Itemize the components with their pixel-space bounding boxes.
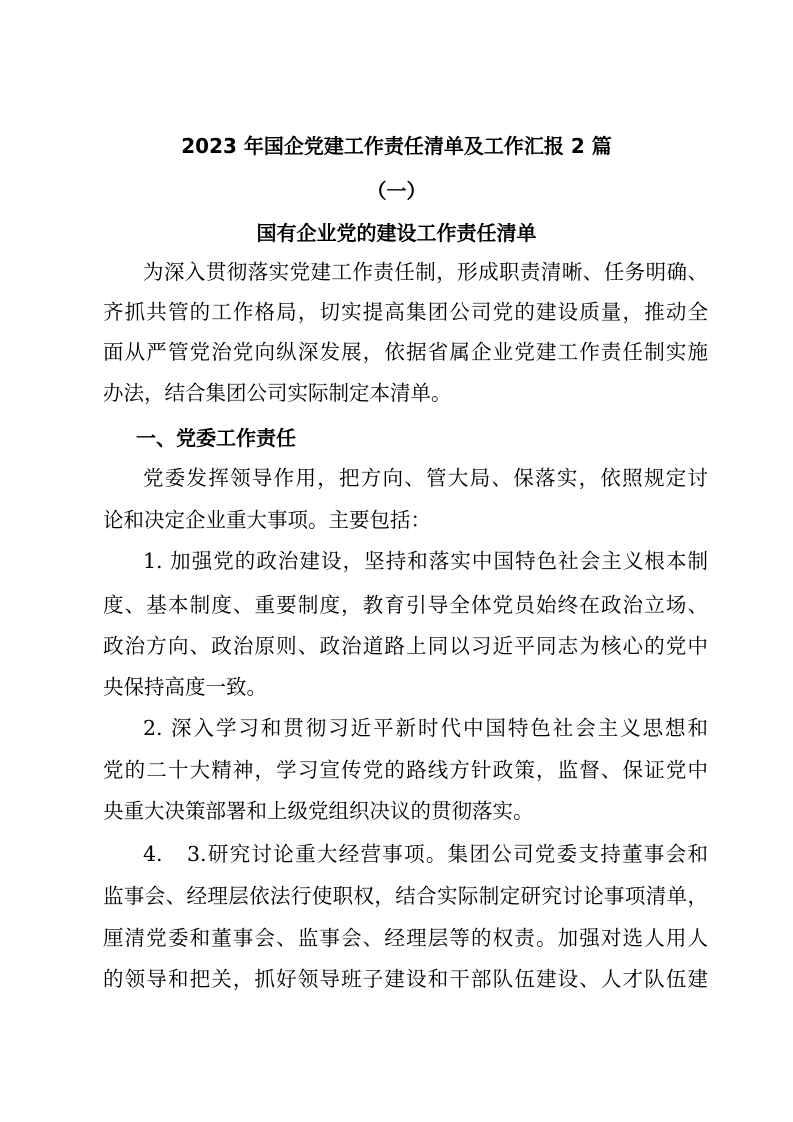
intro-line: 面从严管党治党向纵深发展，依据省属企业党建工作责任制实施: [103, 340, 708, 364]
intro-line: 为深入贯彻落实党建工作责任制，形成职责清晰、任务明确、: [143, 260, 708, 284]
part-label: （一）: [366, 179, 427, 203]
item-line: 央重大决策部署和上级党组织决议的贯彻落实。: [103, 799, 534, 823]
intro-line: 齐抓共管的工作格局，切实提高集团公司党的建设质量，推动全: [103, 300, 708, 324]
document-subtitle: 国有企业党的建设工作责任清单: [256, 221, 537, 245]
document-title: 2023 年国企党建工作责任清单及工作汇报 2 篇: [181, 134, 612, 158]
section-intro-line: 论和决定企业重大事项。主要包括：: [103, 508, 431, 532]
item-line: 央保持高度一致。: [103, 675, 267, 699]
item-line: 的领导和把关，抓好领导班子建设和干部队伍建设、人才队伍建: [103, 967, 708, 991]
item-line: 度、基本制度、重要制度，教育引导全体党员始终在政治立场、: [103, 593, 708, 617]
item-first-line: [143, 840, 708, 868]
item-line: 2. 深入学习和贯彻习近平新时代中国特色社会主义思想和: [143, 716, 708, 740]
list-number: 4.: [143, 842, 163, 866]
section-intro-line: 党委发挥领导作用，把方向、管大局、保落实，依照规定讨: [143, 466, 708, 490]
intro-line: 办法，结合集团公司实际制定本清单。: [103, 381, 452, 405]
section-heading: 一、党委工作责任: [136, 426, 296, 450]
item-line: 1. 加强党的政治建设，坚持和落实中国特色社会主义根本制: [143, 549, 708, 573]
item-line: 党的二十大精神，学习宣传党的路线方针政策，监督、保证党中: [103, 758, 708, 782]
item-line: 政治方向、政治原则、政治道路上同以习近平同志为核心的党中: [103, 634, 708, 658]
item-line: 厘清党委和董事会、监事会、经理层等的权责。加强对选人用人: [103, 926, 708, 950]
item-line: 监事会、经理层依法行使职权，结合实际制定研究讨论事项清单，: [103, 884, 708, 908]
item-line: 3.研究讨论重大经营事项。集团公司党委支持董事会和: [187, 842, 708, 866]
